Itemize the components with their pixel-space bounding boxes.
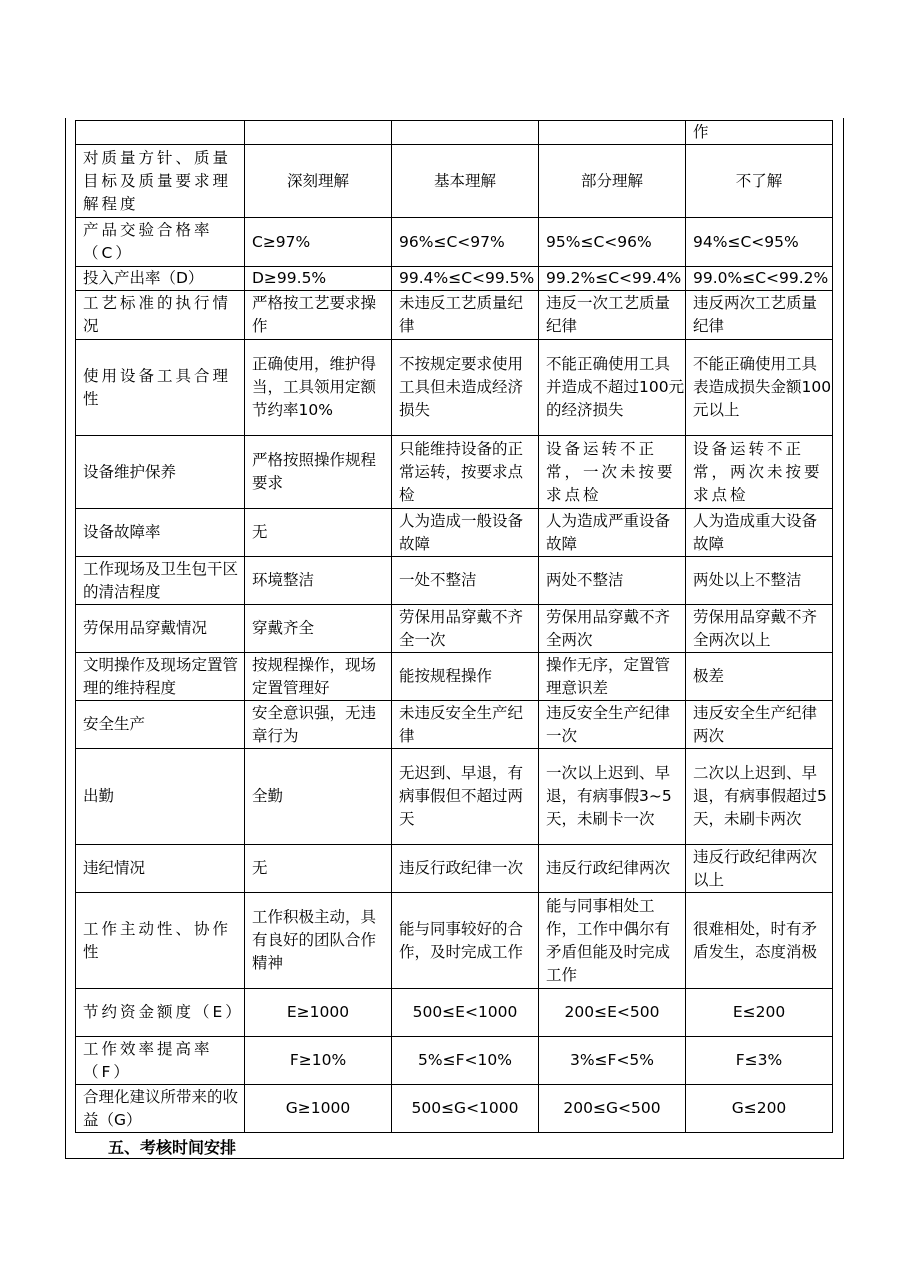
criterion-cell: 工作现场及卫生包干区的清洁程度 [76,557,245,605]
table-cell: 一处不整洁 [392,557,539,605]
table-row [76,653,833,701]
table-cell: E≤200 [686,989,833,1037]
criterion-cell: 工作主动性、协作性 [76,893,245,989]
table-cell: 人为造成重大设备故障 [686,509,833,557]
table-row [76,340,833,436]
table-cell: 3%≤F<5% [539,1037,686,1085]
table-cell: 不了解 [686,145,833,218]
table-cell: 严格按照操作规程要求 [245,436,392,509]
table-cell: 工作积极主动，具有良好的团队合作精神 [245,893,392,989]
table-cell: 部分理解 [539,145,686,218]
criterion-cell: 劳保用品穿戴情况 [76,605,245,653]
table-cell: F≥10% [245,1037,392,1085]
table-cell: G≥1000 [245,1085,392,1133]
table-cell: 二次以上迟到、早退，有病事假超过5天，未刷卡两次 [686,749,833,845]
criterion-cell: 文明操作及现场定置管理的维持程度 [76,653,245,701]
table-cell: 两处不整洁 [539,557,686,605]
table-row [76,749,833,845]
table-cell [392,121,539,145]
table-cell: 不能正确使用工具并造成不超过100元的经济损失 [539,340,686,436]
table-row [76,291,833,340]
table-cell: 穿戴齐全 [245,605,392,653]
table-cell: 无迟到、早退，有病事假但不超过两天 [392,749,539,845]
table-cell: C≥97% [245,218,392,267]
table-cell: 劳保用品穿戴不齐全一次 [392,605,539,653]
table-cell: 一次以上迟到、早退，有病事假3~5天，未刷卡一次 [539,749,686,845]
table-cell: 不能正确使用工具表造成损失金额100元以上 [686,340,833,436]
table-cell: 环境整洁 [245,557,392,605]
table-cell: 全勤 [245,749,392,845]
table-row [76,701,833,749]
table-cell: 劳保用品穿戴不齐全两次 [539,605,686,653]
table-cell: 500≤G<1000 [392,1085,539,1133]
table-cell: 95%≤C<96% [539,218,686,267]
table-cell: 99.0%≤C<99.2% [686,267,833,291]
criterion-cell: 设备故障率 [76,509,245,557]
table-cell: 无 [245,845,392,893]
table-cell: 500≤E<1000 [392,989,539,1037]
table-cell: 操作无序，定置管理意识差 [539,653,686,701]
table-cell: 无 [245,509,392,557]
table-cell: 5%≤F<10% [392,1037,539,1085]
table-cell: 两处以上不整洁 [686,557,833,605]
table-cell: 96%≤C<97% [392,218,539,267]
criterion-cell: 合理化建议所带来的收益（G） [76,1085,245,1133]
table-cell: 未违反安全生产纪律 [392,701,539,749]
table-row [76,267,833,291]
criterion-cell: 产品交验合格率（C） [76,218,245,267]
table-cell: 作 [686,121,833,145]
table-cell: 94%≤C<95% [686,218,833,267]
table-cell: 99.2%≤C<99.4% [539,267,686,291]
criterion-cell: 出勤 [76,749,245,845]
criterion-cell: 对质量方针、质量目标及质量要求理解程度 [76,145,245,218]
criterion-cell: 工作效率提高率（F） [76,1037,245,1085]
table-cell: 违反行政纪律两次以上 [686,845,833,893]
table-cell: 违反行政纪律一次 [392,845,539,893]
table-row [76,509,833,557]
table-cell: 劳保用品穿戴不齐全两次以上 [686,605,833,653]
table-cell [539,121,686,145]
criterion-cell: 节约资金额度（E） [76,989,245,1037]
table-cell: 能与同事较好的合作，及时完成工作 [392,893,539,989]
table-cell [76,121,245,145]
table-cell: 不按规定要求使用工具但未造成经济损失 [392,340,539,436]
table-row [76,845,833,893]
assessment-table [75,120,833,1133]
table-row [76,989,833,1037]
table-cell: 极差 [686,653,833,701]
table-cell: 严格按工艺要求操作 [245,291,392,340]
table-cell: 违反一次工艺质量纪律 [539,291,686,340]
table-cell: 深刻理解 [245,145,392,218]
table-cell: 人为造成严重设备故障 [539,509,686,557]
table-cell: 很难相处，时有矛盾发生，态度消极 [686,893,833,989]
table-cell: 200≤E<500 [539,989,686,1037]
table-row [76,145,833,218]
criterion-cell: 使用设备工具合理性 [76,340,245,436]
table-cell: 能按规程操作 [392,653,539,701]
table-row [76,436,833,509]
criterion-cell: 违纪情况 [76,845,245,893]
table-cell: 违反安全生产纪律一次 [539,701,686,749]
table-row [76,893,833,989]
table-cell: 设备运转不正常，两次未按要求点检 [686,436,833,509]
table-cell: 只能维持设备的正常运转，按要求点检 [392,436,539,509]
table-cell: G≤200 [686,1085,833,1133]
table-cell: 违反安全生产纪律两次 [686,701,833,749]
table-row [76,218,833,267]
table-row [76,605,833,653]
table-cell: 200≤G<500 [539,1085,686,1133]
table-cell [245,121,392,145]
criterion-cell: 投入产出率（D） [76,267,245,291]
table-cell: 违反行政纪律两次 [539,845,686,893]
table-row [76,1037,833,1085]
table-row [76,557,833,605]
table-cell: 基本理解 [392,145,539,218]
table-cell: 99.4%≤C<99.5% [392,267,539,291]
table-cell: 人为造成一般设备故障 [392,509,539,557]
table-cell: 安全意识强，无违章行为 [245,701,392,749]
table-row [76,121,833,145]
section-heading: 五、考核时间安排 [108,1138,237,1157]
table-cell: 未违反工艺质量纪律 [392,291,539,340]
criterion-cell: 设备维护保养 [76,436,245,509]
table-cell: 违反两次工艺质量纪律 [686,291,833,340]
table-cell: D≥99.5% [245,267,392,291]
criterion-cell: 工艺标准的执行情况 [76,291,245,340]
table-cell: F≤3% [686,1037,833,1085]
table-cell: 能与同事相处工作，工作中偶尔有矛盾但能及时完成工作 [539,893,686,989]
table-row [76,1085,833,1133]
table-cell: E≥1000 [245,989,392,1037]
table-cell: 正确使用，维护得当，工具领用定额节约率10% [245,340,392,436]
criterion-cell: 安全生产 [76,701,245,749]
table-cell: 设备运转不正常，一次未按要求点检 [539,436,686,509]
table-cell: 按规程操作，现场定置管理好 [245,653,392,701]
